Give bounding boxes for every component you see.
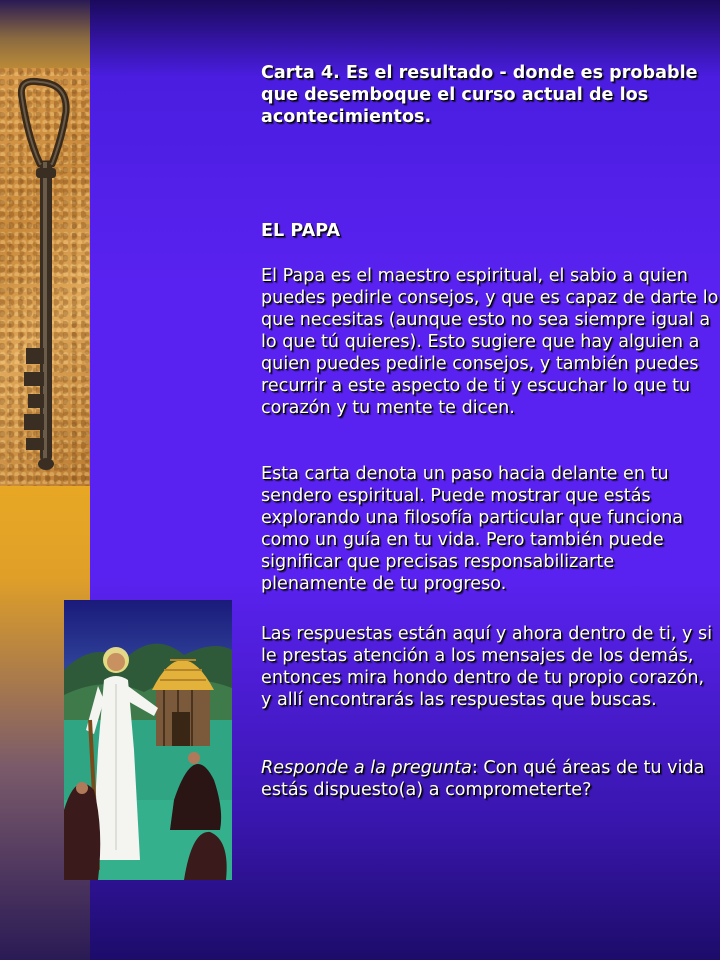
question-text: : Con qué áreas de tu vida estás dispuesto(a) a comprometerte? — [261, 758, 705, 800]
question-label: Responde a la pregunta — [261, 758, 472, 778]
paragraph-1: El Papa es el maestro espiritual, el sabio a quien puedes pedirle consejos, y que es capaz de darte lo que necesitas (aunque esto no sea siempre igual a lo que tú quieres). Esto sugiere que hay alguien a quien puedes pedirle consejos, y también puedes recurrir a este aspecto de ti y escuchar lo que tu corazón y tu mente te dicen. — [261, 266, 719, 418]
old-key-image — [0, 68, 90, 486]
key-icon — [0, 68, 90, 486]
paragraph-2: Esta carta denota un paso hacia delante en tu sendero espiritual. Puede mostrar que estás explorando una filosofía particular que funciona como un guía en tu vida. Pero también puede significar que precisas responsabilizarte plenamente de tu progreso. — [261, 464, 684, 594]
card-title: EL PAPA — [261, 221, 341, 241]
card-position-heading: Carta 4. Es el resultado - donde es probable que desemboque el curso actual de los acontecimientos. — [261, 63, 698, 127]
card-description — [261, 62, 719, 800]
pope-card-illustration — [64, 600, 232, 880]
pope-figure-icon — [64, 600, 232, 880]
paragraph-3: Las respuestas están aquí y ahora dentro de ti, y si le prestas atención a los mensajes de los demás, entonces mira hondo dentro de tu propio corazón, y allí encontrarás las respuestas que buscas. — [261, 624, 713, 710]
question-paragraph — [261, 757, 719, 801]
